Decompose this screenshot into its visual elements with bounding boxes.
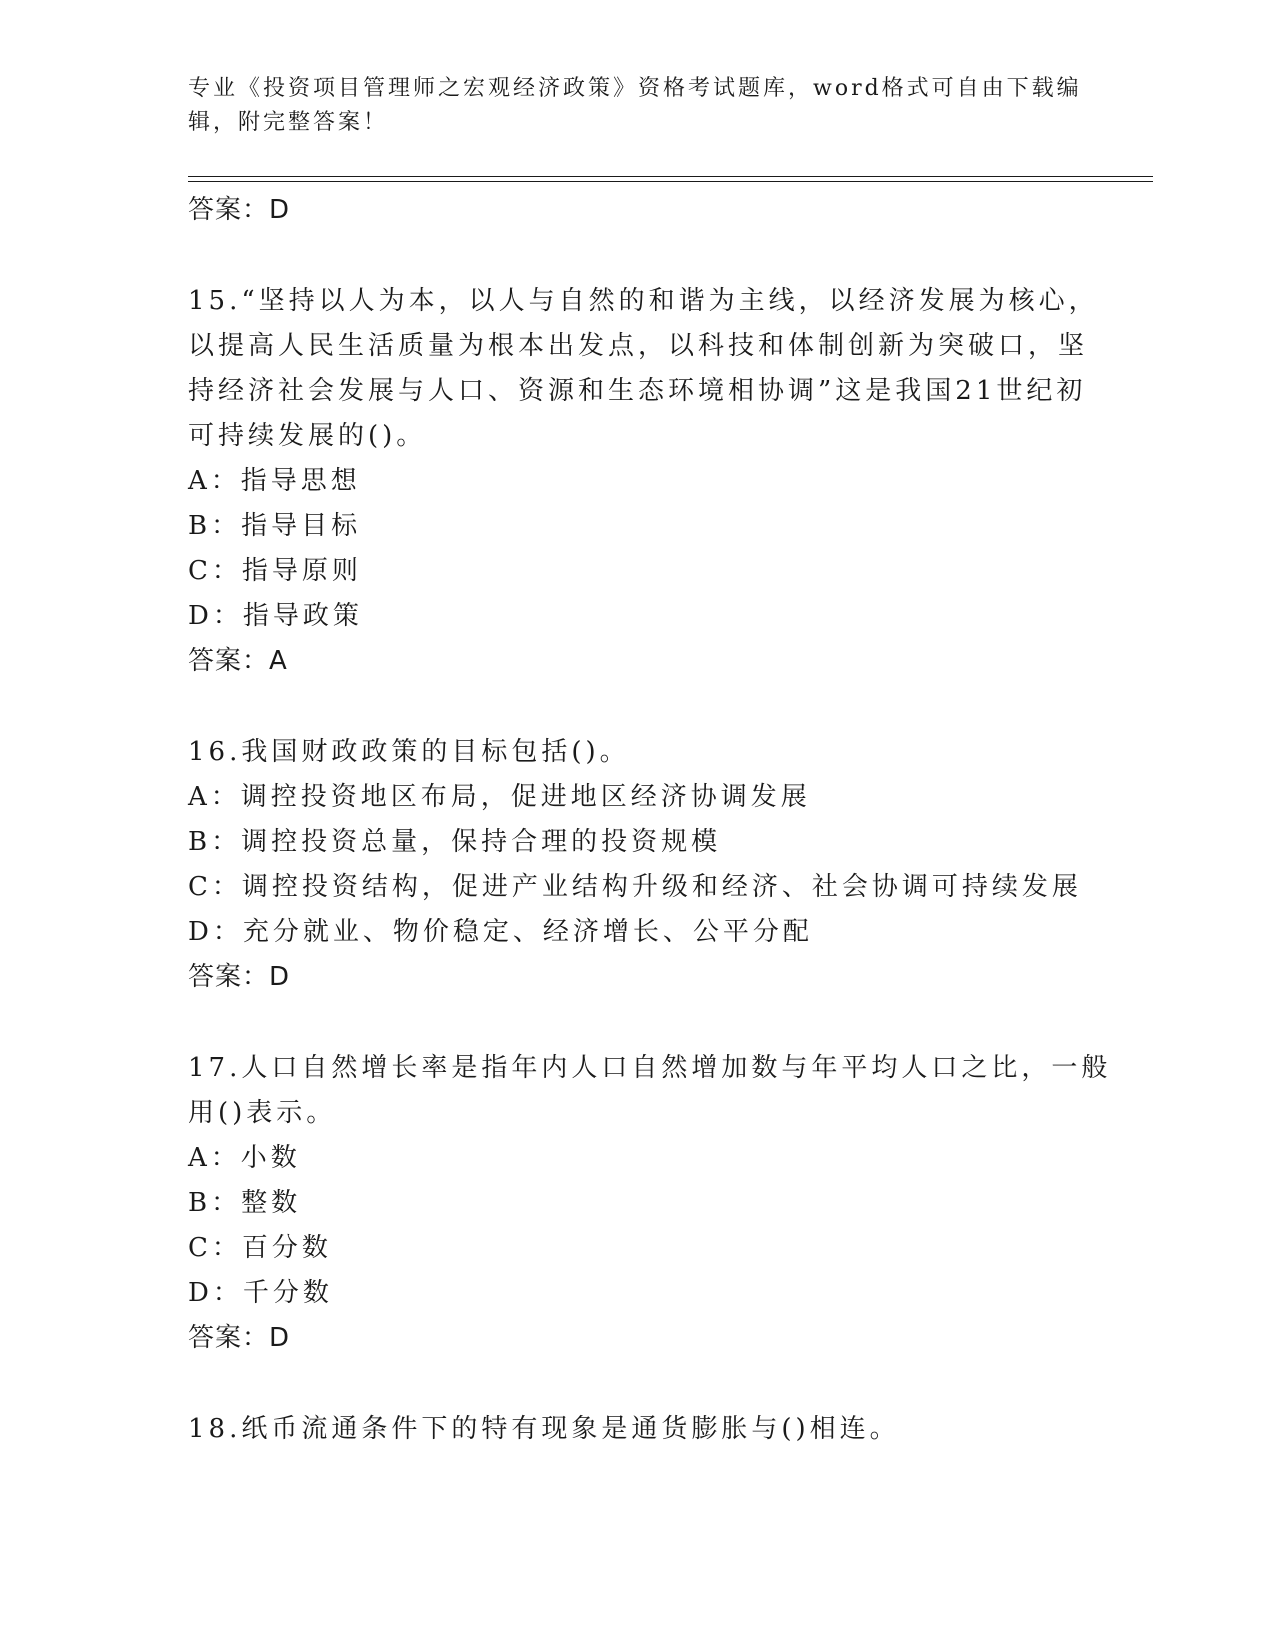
question-16 [188,730,1088,1000]
question-15-option-d: D：指导政策 [188,601,363,631]
question-18-stem-1: 18.纸币流通条件下的特有现象是通货膨胀与()相连。 [188,1414,900,1444]
question-16-option-b: B：调控投资总量，保持合理的投资规模 [188,827,722,857]
question-18 [188,1407,1088,1452]
question-15-stem-2: 以提高人民生活质量为根本出发点，以科技和体制创新为突破口，坚 [188,331,1089,361]
question-15-stem-4: 可持续发展的()。 [188,421,427,451]
question-15-option-a: A：指导思想 [188,466,361,496]
question-17-stem-2: 用()表示。 [188,1098,337,1128]
header-line-2: 辑，附完整答案！ [188,110,389,135]
question-16-option-d: D：充分就业、物价稳定、经济增长、公平分配 [188,917,813,947]
question-17 [188,1046,1112,1361]
answer-14: 答案：D [188,195,291,225]
question-15-option-c: C：指导原则 [188,556,362,586]
question-17-option-a: A：小数 [188,1143,301,1173]
question-16-stem-1: 16.我国财政政策的目标包括()。 [188,737,630,767]
question-17-option-c: C：百分数 [188,1233,332,1263]
question-17-option-d: D：千分数 [188,1278,333,1308]
document-header [188,72,1088,140]
question-17-option-b: B：整数 [188,1188,302,1218]
answer-16: 答案：D [188,962,291,992]
header-rule-top [188,176,1153,177]
question-15-stem-1: 15.“坚持以人为本，以人与自然的和谐为主线，以经济发展为核心， [188,286,1099,316]
question-15 [188,279,1099,684]
answer-17: 答案：D [188,1323,291,1353]
answer-15: 答案：A [188,646,288,676]
question-15-option-b: B：指导目标 [188,511,362,541]
question-15-stem-3: 持经济社会发展与人口、资源和生态环境相协调”这是我国21世纪初 [188,376,1087,406]
question-16-option-a: A：调控投资地区布局，促进地区经济协调发展 [188,782,811,812]
question-17-stem-1: 17.人口自然增长率是指年内人口自然增加数与年平均人口之比，一般 [188,1053,1112,1083]
header-line-1: 专业《投资项目管理师之宏观经济政策》资格考试题库，word格式可自由下载编 [188,76,1082,101]
header-rule-bottom [188,181,1153,182]
question-list [188,188,1112,1452]
question-16-option-c: C：调控投资结构，促进产业结构升级和经济、社会协调可持续发展 [188,872,1082,902]
